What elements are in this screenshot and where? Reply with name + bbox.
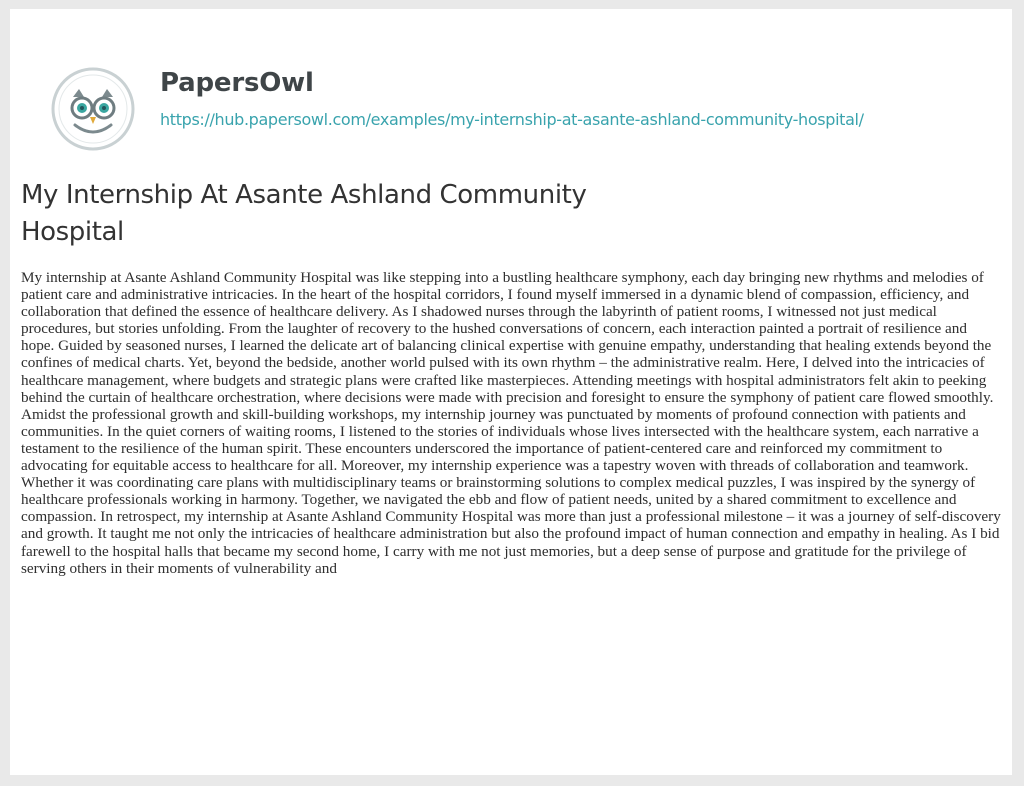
owl-logo-icon [51, 67, 135, 151]
source-url-link[interactable]: https://hub.papersowl.com/examples/my-internship-at-asante-ashland-community-hospital/ [160, 110, 864, 129]
site-header [10, 9, 1012, 167]
article-title: My Internship At Asante Ashland Community Hospital [21, 180, 587, 247]
brand-name[interactable]: PapersOwl [160, 68, 314, 98]
article-body: My internship at Asante Ashland Community Hospital was like stepping into a bustling healthcare symphony, each day bringing new rhythms and melodies of patient care and administrative intricacies. In the heart of the hospital corridors, I found myself immersed in a dynamic blend of compassion, efficiency, and collaboration that defined the essence of healthcare delivery. As I shadowed nurses through the labyrinth of patient rooms, I witnessed not just medical procedures, but stories unfolding. From the laughter of recovery to the hushed conversations of concern, each interaction painted a portrait of resilience and hope. Guided by seasoned nurses, I learned the delicate art of balancing clinical expertise with genuine empathy, understanding that healing extends beyond the confines of medical charts. Yet, beyond the bedside, another world pulsed with its own rhythm – the administrative realm. Here, I delved into the intricacies of healthcare management, where budgets and strategic plans were crafted like masterpieces. Attending meetings with hospital administrators felt akin to peeking behind the curtain of healthcare orchestration, where decisions were made with precision and foresight to ensure the symphony of patient care flowed smoothly. Amidst the professional growth and skill-building workshops, my internship journey was punctuated by moments of profound connection with patients and communities. In the quiet corners of waiting rooms, I listened to the stories of individuals whose lives intersected with the healthcare system, each narrative a testament to the resilience of the human spirit. These encounters underscored the importance of patient-centered care and reinforced my commitment to advocating for equitable access to healthcare for all. Moreover, my internship experience was a tapestry woven with threads of collaboration and teamwork. Whether it was coordinating care plans with multidisciplinary teams or brainstorming solutions to complex medical puzzles, I was inspired by the synergy of healthcare professionals working in harmony. Together, we navigated the ebb and flow of patient needs, united by a shared commitment to excellence and compassion. In retrospect, my internship at Asante Ashland Community Hospital was more than just a professional milestone – it was a journey of self-discovery and growth. It taught me not only the intricacies of healthcare administration but also the profound impact of human connection and empathy in healing. As I bid farewell to the hospital halls that became my second home, I carry with me not just memories, but a deep sense of purpose and gratitude for the privilege of serving others in their moments of vulnerability and [21, 269, 1001, 577]
document-page [10, 9, 1012, 775]
